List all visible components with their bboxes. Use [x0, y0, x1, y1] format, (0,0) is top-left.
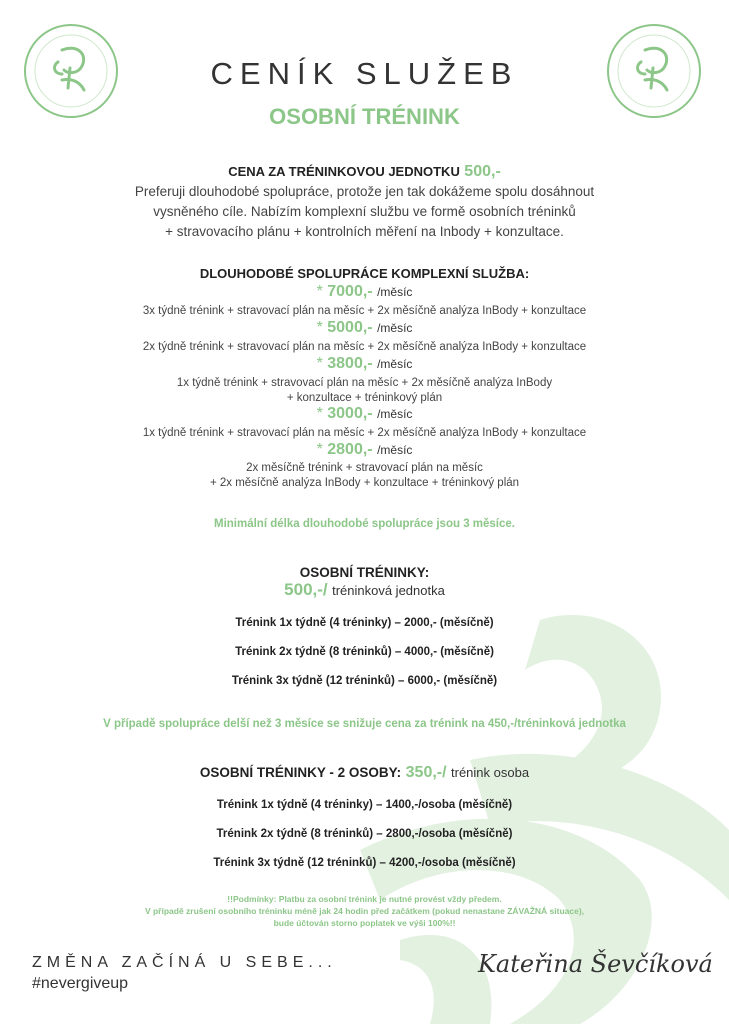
star-icon: * [316, 319, 323, 336]
package-price-row [60, 319, 669, 337]
package-description [60, 461, 669, 491]
package-description: 2x týdně trénink + stravovací plán na měsíc + 2x měsíčně analýza InBody + konzultace [142, 341, 587, 353]
conditions-line: V případě zrušení osobního tréninku méně jak 24 hodin před začátkem (pokud nenastane ZÁVAŽNÁ situace), [144, 906, 585, 916]
package-price-row [60, 355, 669, 373]
intro-heading-row [110, 163, 619, 181]
package-price: 3000,- [327, 405, 373, 422]
duo-row: Trénink 3x týdně (12 tréninků) – 4200,-/osoba (měsíčně) [213, 857, 516, 869]
intro-line: vysněného cíle. Nabízím komplexní službu ve formě osobních tréninků [153, 204, 576, 219]
personal-unit: tréninková jednotka [332, 583, 445, 598]
star-icon: * [316, 355, 323, 372]
package-price-row [60, 405, 669, 423]
intro-text [80, 182, 649, 242]
package-description-line: 1x týdně trénink + stravovací plán na měsíc + 2x měsíčně analýza InBody [176, 377, 553, 389]
personal-row: Trénink 1x týdně (4 tréninky) – 2000,- (měsíčně) [235, 617, 494, 629]
duo-price: 350,-/ [405, 764, 447, 781]
duo-heading-row [60, 764, 669, 782]
personal-price: 500,-/ [284, 580, 328, 599]
personal-row: Trénink 2x týdně (8 tréninků) – 4000,- (měsíčně) [235, 646, 494, 658]
conditions-note [60, 893, 669, 929]
page-subtitle: OSOBNÍ TRÉNINK [269, 104, 460, 129]
package-price: 3800,- [327, 355, 373, 372]
package-description-line: + konzultace + tréninkový plán [286, 392, 443, 404]
star-icon: * [316, 283, 323, 300]
package-price-row [60, 283, 669, 301]
duo-row: Trénink 2x týdně (8 tréninků) – 2800,-/osoba (měsíčně) [216, 828, 513, 840]
page-title: CENÍK SLUŽEB [210, 56, 519, 91]
star-icon: * [316, 441, 323, 458]
package-unit: /měsíc [377, 443, 413, 457]
star-icon: * [316, 405, 323, 422]
duo-unit: trénink osoba [451, 765, 530, 780]
conditions-line: bude účtován storno poplatek ve výši 100%!! [273, 918, 456, 928]
package-unit: /měsíc [377, 407, 413, 421]
minimum-note: Minimální délka dlouhodobé spolupráce jsou 3 měsíce. [214, 518, 515, 530]
intro-line: + stravovacího plánu + kontrolních měření na Inbody + konzultace. [165, 224, 564, 239]
package-unit: /měsíc [377, 285, 413, 299]
personal-row: Trénink 3x týdně (12 tréninků) – 6000,- (měsíčně) [231, 675, 498, 687]
footer-slogan: ZMĚNA ZAČÍNÁ U SEBE... [32, 954, 337, 971]
package-price: 2800,- [327, 441, 373, 458]
footer-hashtag: #nevergiveup [32, 975, 129, 992]
duo-heading: OSOBNÍ TRÉNINKY - 2 OSOBY: [199, 765, 402, 780]
package-description: 3x týdně trénink + stravovací plán na měsíc + 2x měsíčně analýza InBody + konzultace [142, 305, 587, 317]
intro-line: Preferuji dlouhodobé spolupráce, protože jen tak dokážeme spolu dosáhnout [134, 184, 595, 199]
personal-price-row [110, 580, 619, 600]
discount-note: V případě spolupráce delší než 3 měsíce se snižuje cena za trénink na 450,-/tréninková jednotka [103, 718, 626, 730]
intro-heading: CENA ZA TRÉNINKOVOU JEDNOTKU [228, 164, 460, 179]
package-description: 1x týdně trénink + stravovací plán na měsíc + 2x měsíčně analýza InBody + konzultace [142, 427, 587, 439]
package-description-line: 2x měsíčně trénink + stravovací plán na měsíc [246, 462, 483, 474]
personal-heading: OSOBNÍ TRÉNINKY: [299, 565, 430, 580]
package-price: 7000,- [327, 283, 373, 300]
duo-row: Trénink 1x týdně (4 tréninky) – 1400,-/osoba (měsíčně) [216, 799, 513, 811]
package-unit: /měsíc [377, 357, 413, 371]
package-price: 5000,- [327, 319, 373, 336]
package-description [60, 376, 669, 406]
package-description-line: + 2x měsíčně analýza InBody + konzultace + tréninkový plán [209, 477, 520, 489]
conditions-line: !!Podmínky: Platbu za osobní trénink je nutné provést vždy předem. [227, 894, 502, 904]
package-price-row [60, 441, 669, 459]
signature: Kateřina Ševčíková [478, 950, 713, 978]
longterm-heading: DLOUHODOBÉ SPOLUPRÁCE KOMPLEXNÍ SLUŽBA: [199, 266, 530, 281]
intro-price: 500,- [464, 163, 501, 180]
package-unit: /měsíc [377, 321, 413, 335]
